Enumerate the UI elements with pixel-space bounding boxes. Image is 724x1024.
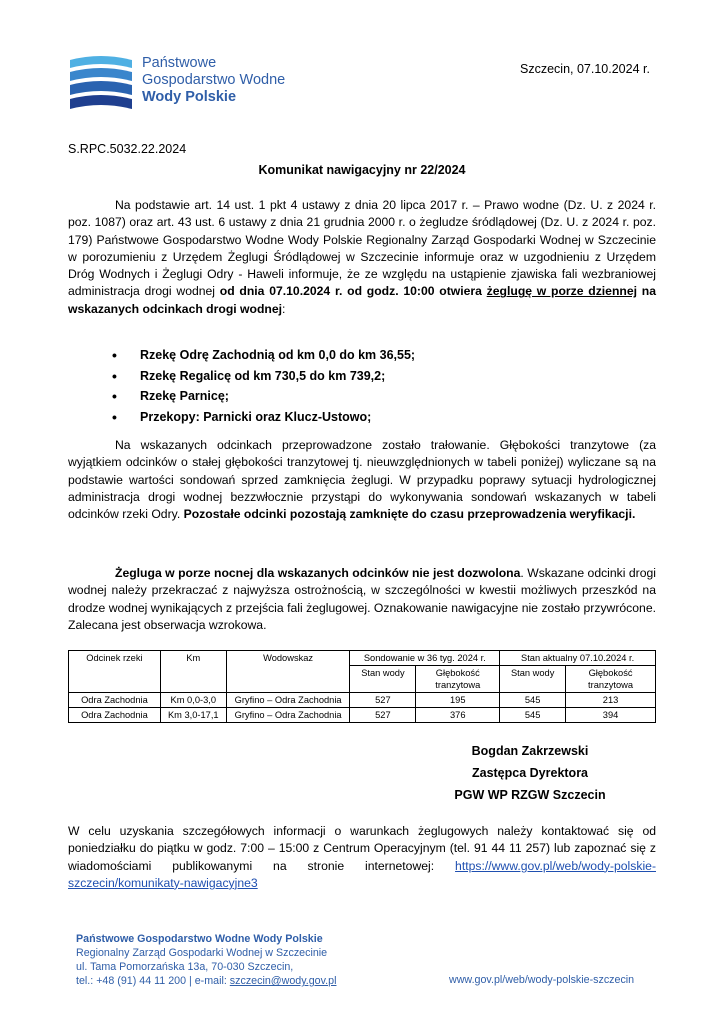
signature-block [440,740,620,806]
soundings-table [68,650,656,723]
cell-akt-gleb: 394 [566,708,656,723]
header-km: Km [160,651,226,693]
signatory-org: PGW WP RZGW Szczecin [454,788,606,802]
p1-colon: : [282,301,286,316]
announcements-link[interactable]: https://www.gov.pl/web/wody-polskie-szczecin/komunikaty-nawigacyjne3 [68,858,656,890]
header-odcinek: Odcinek rzeki [69,651,161,693]
cell-sond-stan: 527 [350,708,416,723]
paragraph-night-navigation [68,565,656,634]
list-item: • Przekopy: Parnicki oraz Klucz-Ustowo; [112,407,415,428]
cell-akt-stan: 545 [500,708,566,723]
org-line-2: Gospodarstwo Wodne [142,72,286,88]
river-sections-list [112,345,415,427]
footer-website[interactable]: www.gov.pl/web/wody-polskie-szczecin [449,974,635,986]
list-item: • Rzekę Parnicę; [112,386,415,407]
header-stan-aktualny: Stan aktualny 07.10.2024 r. [500,651,656,666]
subheader-stan-wody: Stan wody [500,666,566,693]
reference-number: S.RPC.5032.22.2024 [68,142,187,156]
subheader-glebokosc: Głębokość tranzytowa [416,666,500,693]
cell-sond-gleb: 376 [416,708,500,723]
organization-name [142,55,285,106]
p3-bold: Żegluga w porze nocnej dla wskazanych odcinków nie jest dozwolona [115,566,521,580]
table-row [69,708,656,723]
cell-odcinek: Odra Zachodnia [69,693,161,708]
p1-bold-sections: na wskazanych odcinkach drogi wodnej [68,284,656,316]
p2-bold: Pozostałe odcinki pozostają zamknięte do czasu przeprowadzenia weryfikacji. [183,507,636,522]
p3-text: . Wskazane odcinki drogi wodnej należy przekraczać z najwyższa ostrożnością, w szczególności w kwestii możliwych przeszkód na drodze wodnej wynikających z przejścia fali żeglugowej. Oznakowanie nawigacyjne nie zostało przywrócone. Zalecana jest obserwacja wzrokowa. [68,566,657,632]
p2-text: Na wskazanych odcinkach przeprowadzone zostało trałowanie. Głębokości tranzytowe (za wyjątkiem odcinków o stałej głębokości tranzytowej tj. nieuwzględnionych w tabeli poniżej) wyliczane są na podstawie wartości sondowań sprzed zamknięcia żeglugi. W przypadku poprawy sytuacji hydrologicznej administracja drogi wodnej bezzwłocznie przystąpi do wykonywania sondowań wskazanych w tabeli odcinków rzeki Odry. [68,438,656,522]
table-row [69,693,656,708]
cell-odcinek: Odra Zachodnia [69,708,161,723]
list-item: • Rzekę Odrę Zachodnią od km 0,0 do km 36,55; [112,345,415,366]
footer-line-3: ul. Tama Pomorzańska 13a, 70-030 Szczecin, [76,961,294,973]
footer-line-4 [76,974,336,988]
cell-km: Km 0,0-3,0 [160,693,226,708]
document-title: Komunikat nawigacyjny nr 22/2024 [258,163,466,177]
paragraph-legal-basis [68,197,656,318]
signatory-name: Bogdan Zakrzewski [471,744,589,758]
cell-akt-gleb: 213 [566,693,656,708]
footer-line-1: Państwowe Gospodarstwo Wodne Wody Polskie [76,933,323,945]
org-line-1: Państwowe [142,55,217,71]
p1-bold-underline: żeglugę w porze dziennej [486,284,638,299]
signatory-role: Zastępca Dyrektora [471,766,589,780]
cell-sond-gleb: 195 [416,693,500,708]
cell-akt-stan: 545 [500,693,566,708]
cell-wodowskaz: Gryfino – Odra Zachodnia [226,708,350,723]
footer-email-link[interactable]: szczecin@wody.gov.pl [229,975,337,987]
p1-text: Na podstawie art. 14 ust. 1 pkt 4 ustawy z dnia 20 lipca 2017 r. – Prawo wodne (Dz. U. z 2024 r. poz. 1087) oraz art. 43 ust. 6 ustawy z dnia 21 grudnia 2000 r. o żegludze śródlądowej (Dz. U. z 2024 r. poz. 179) Państwowe Gospodarstwo Wodne Wody Polskie Regionalny Zarząd Gospodarki Wodnej w Szczecinie w porozumieniu z Urzędem Żeglugi Śródlądowej w Szczecinie informuje oraz w uzgodnieniu z Urzędem Dróg Wodnych i Żeglugi Odry - Haweli informuje, że ze względu na ustąpienie zjawiska fali wezbraniowej administracja drogi wodnej [68,198,656,299]
list-item: • Rzekę Regalicę od km 730,5 do km 739,2; [112,366,415,387]
footer-line-2: Regionalny Zarząd Gospodarki Wodnej w Szczecinie [76,947,328,959]
p4-text: W celu uzyskania szczegółowych informacji o warunkach żeglugowych należy kontaktować się od poniedziałku do piątku w godz. 7:00 – 15:00 z Centrum Operacyjnym (tel. 91 44 11 257) lub zapoznać się z wiadomościami publikowanymi na stronie internetowej: [68,824,656,873]
subheader-stan-wody: Stan wody [350,666,416,693]
paragraph-contact [68,823,656,892]
paragraph-trawling [68,437,656,523]
header-sondowanie: Sondowanie w 36 tyg. 2024 r. [350,651,500,666]
p1-bold-date: od dnia 07.10.2024 r. od godz. 10:00 otwiera [219,284,487,299]
footer-address [76,932,336,988]
wody-polskie-logo [68,54,134,110]
header-wodowskaz: Wodowskaz [226,651,350,693]
document-date: Szczecin, 07.10.2024 r. [520,62,650,76]
subheader-glebokosc: Głębokość tranzytowa [566,666,656,693]
org-line-3: Wody Polskie [142,89,237,105]
cell-km: Km 3,0-17,1 [160,708,226,723]
footer-phone: tel.: +48 (91) 44 11 200 | e-mail: [76,975,230,987]
cell-wodowskaz: Gryfino – Odra Zachodnia [226,693,350,708]
cell-sond-stan: 527 [350,693,416,708]
